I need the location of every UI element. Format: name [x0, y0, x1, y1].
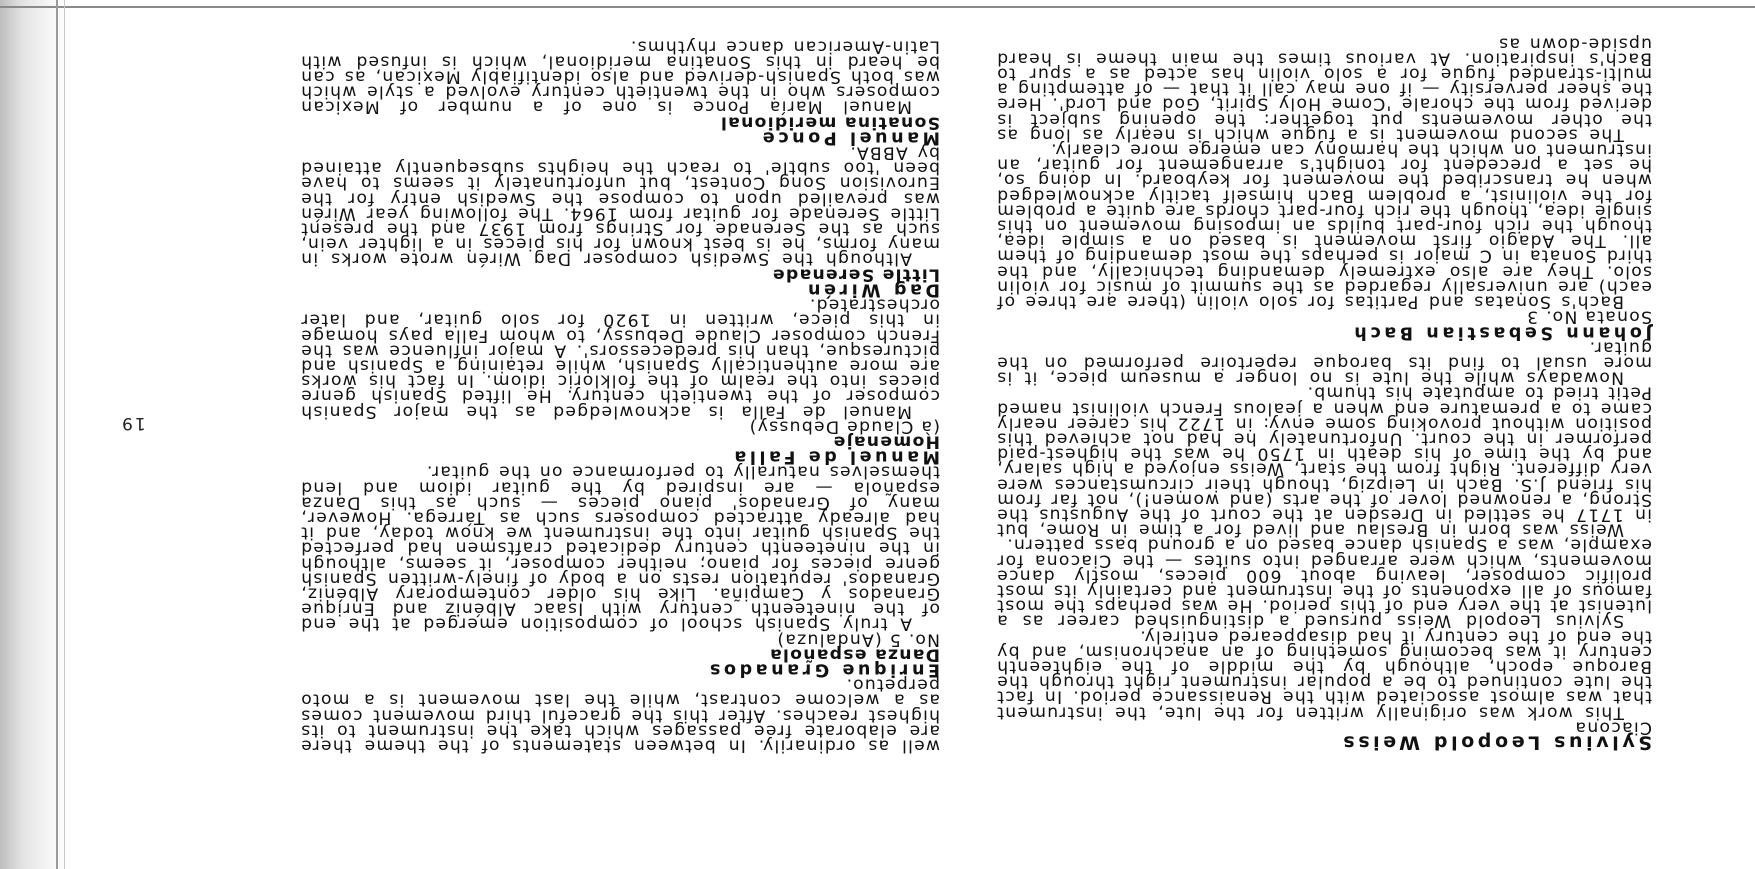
page-number: 19: [120, 413, 146, 433]
paragraph: Nowadays while the lute is no longer a museum piece, it is more usual to find its baroque repertoire performed on the guitar.: [996, 337, 1652, 388]
paragraph: A truly Spanish school of composition emerged at the end of the nineteenth century with Isaac Albéniz and Enrique Granados y Campiña. Like his older contemporary Albéniz, Granados' reputation rests on a body of finely-written Spanish genre pieces for piano; neither composer, it seems, although in the nineteenth century dedicated craftsmen had perfected the Spanish guitar into the instrument we know today, and it had already attracted composers such as Tárrega. However, many of Granados' piano pieces — such as this Danza española — are inspired by the guitar idiom and lend themselves naturally to performance on the guitar.: [300, 461, 940, 634]
paragraph: Although the Swedish composer Dag Wirén wrote works in many forms, he is best known for his pieces in a lighter vein, such as the Serenade for Strings from 1937 and the present Little Serenade for guitar from 1964. The following year Wirén was prevailed upon to compose the Swedish entry for the Eurovision Song Contest, but unfortunately it seems to have been 'too subtle' to reach the heights subsequently attained by ABBA.: [300, 142, 940, 270]
composer-title: Enrique Granados: [706, 659, 940, 680]
section-granados: [300, 461, 940, 680]
page-top-edge: [0, 6, 1755, 8]
piece-title: Ciacona: [1574, 717, 1652, 738]
piece-title: Little Serenade: [771, 264, 940, 285]
section-ponce: [300, 36, 940, 148]
paragraph: Sylvius Leopold Weiss pursued a distinguished career as a lutenist at the very end of this period. He was perhaps the most famous of all exponents of the instrument and certainly its most prolific composer, leaving about 600 pieces, mostly dance movements, which were arranged into suites — the Ciacona for example, was a Spanish dance based on a ground bass pattern.: [996, 534, 1652, 631]
paragraph: Manuel de Falla is acknowledged as the major Spanish composer of the twentieth century. He lifted Spanish genre pieces into the realm of the folkloric idiom. In fact his works are more authentically Spanish, while retaining a Spanish and picturesque, than his predecessors'. A major influence was the French composer Claude Debussy, to whom Falla pays homage in this piece, written in 1920 for solo guitar, and later orchestrated.: [300, 294, 940, 422]
composer-title: Manuel de Falla: [730, 446, 940, 467]
right-column: [996, 33, 1652, 754]
paragraph: The second movement is a fugue which is nearly as long as the other movements put together: the opening subject is derived from the chorale 'Come Holy Spirit, God and Lord'. Here the sheer perversity — if one may call it that — of attempting a multi-stranded fugue for a solo violin has acted as a spur to Bach's inspiration. At various times the main theme is heard upside-down as: [996, 33, 1652, 145]
composer-title: Johann Sebastian Bach: [1350, 322, 1652, 343]
left-column: [300, 36, 940, 756]
paragraph: Weiss was born in Breslau and lived for a time in Rome, but in 1717 he settled in Dresden at the court of the Augustus the Strong, a renowned lover of the arts (and women!), not far from his friend J.S. Bach in Leipzig, though their circumstances were very different. Right from the start, Weiss enjoyed a high salary, and by the time of his death in 1750 he was the highest-paid performer in the court. Unfortunately he had not achieved this position without provoking some envy: in 1722 his career nearly came to a premature end when a jealous French violinist named Petit tried to amputate his thumb.: [996, 382, 1652, 540]
piece-title: Sonatina meridional: [719, 112, 940, 133]
page-gutter-shadow: [0, 0, 70, 869]
paragraph: This work was originally written for the lute, the instrument that was almost associated with the Renaissance period. In fact the lute continued to be a popular instrument right through the Baroque epoch, although by the middle of the eighteenth century it was becoming something of an anachronism, and by the end of the century it had disappeared entirely.: [996, 626, 1652, 723]
section-falla: [300, 294, 940, 467]
paragraph-continuation: well as ordinarily. In between statements of the theme there are elaborate free passages which take the instrument to its highest reaches. After this the graceful third movement comes as a welcome contrast, while the last movement is a moto perpetuo.: [300, 674, 940, 756]
section-wiren: [300, 142, 940, 300]
composer-title: Dag Wirén: [804, 279, 940, 300]
composer-title: Manuel Ponce: [759, 127, 940, 148]
book-spine-line-inner: [64, 0, 65, 869]
piece-title: Sonata No. 3: [1525, 306, 1652, 327]
paragraph: Bach's Sonatas and Partitas for solo violin (there are three of each) are universally regarded as the summit of music for violin solo. They are also extremely demanding technically, and the third Sonata in C major is perhaps the most demanding of them all. The Adagio first movement is based on a simple idea, though the rich four-part builds an imposing movement on this single idea, though the rich four-part chords are quite a problem for the violinist, a problem Bach himself tacitly acknowledged when he transcribed the movement for keyboard. In doing so, he set a precedent for tonight's arrangement for guitar, an instrument on which the harmony can emerge more clearly.: [996, 139, 1652, 312]
paragraph: Manuel María Ponce is one of a number of Mexican composers who in the twentieth century evolved a style which was both Spanish-derived and also identifiably Mexican, as can be heard in this Sonatina meridional, which is infused with Latin-American dance rhythms.: [300, 36, 940, 118]
piece-subtitle: (à Claude Debussy): [748, 416, 940, 437]
composer-title: Sylvius Leopold Weiss: [1339, 731, 1652, 754]
piece-subtitle: No. 5 (Andaluza): [776, 629, 940, 650]
book-spine-line: [56, 0, 58, 869]
section-bach: [996, 33, 1652, 343]
section-weiss: [996, 337, 1652, 754]
piece-title: Homenaje: [832, 431, 940, 452]
piece-title: Danza española: [768, 644, 940, 665]
